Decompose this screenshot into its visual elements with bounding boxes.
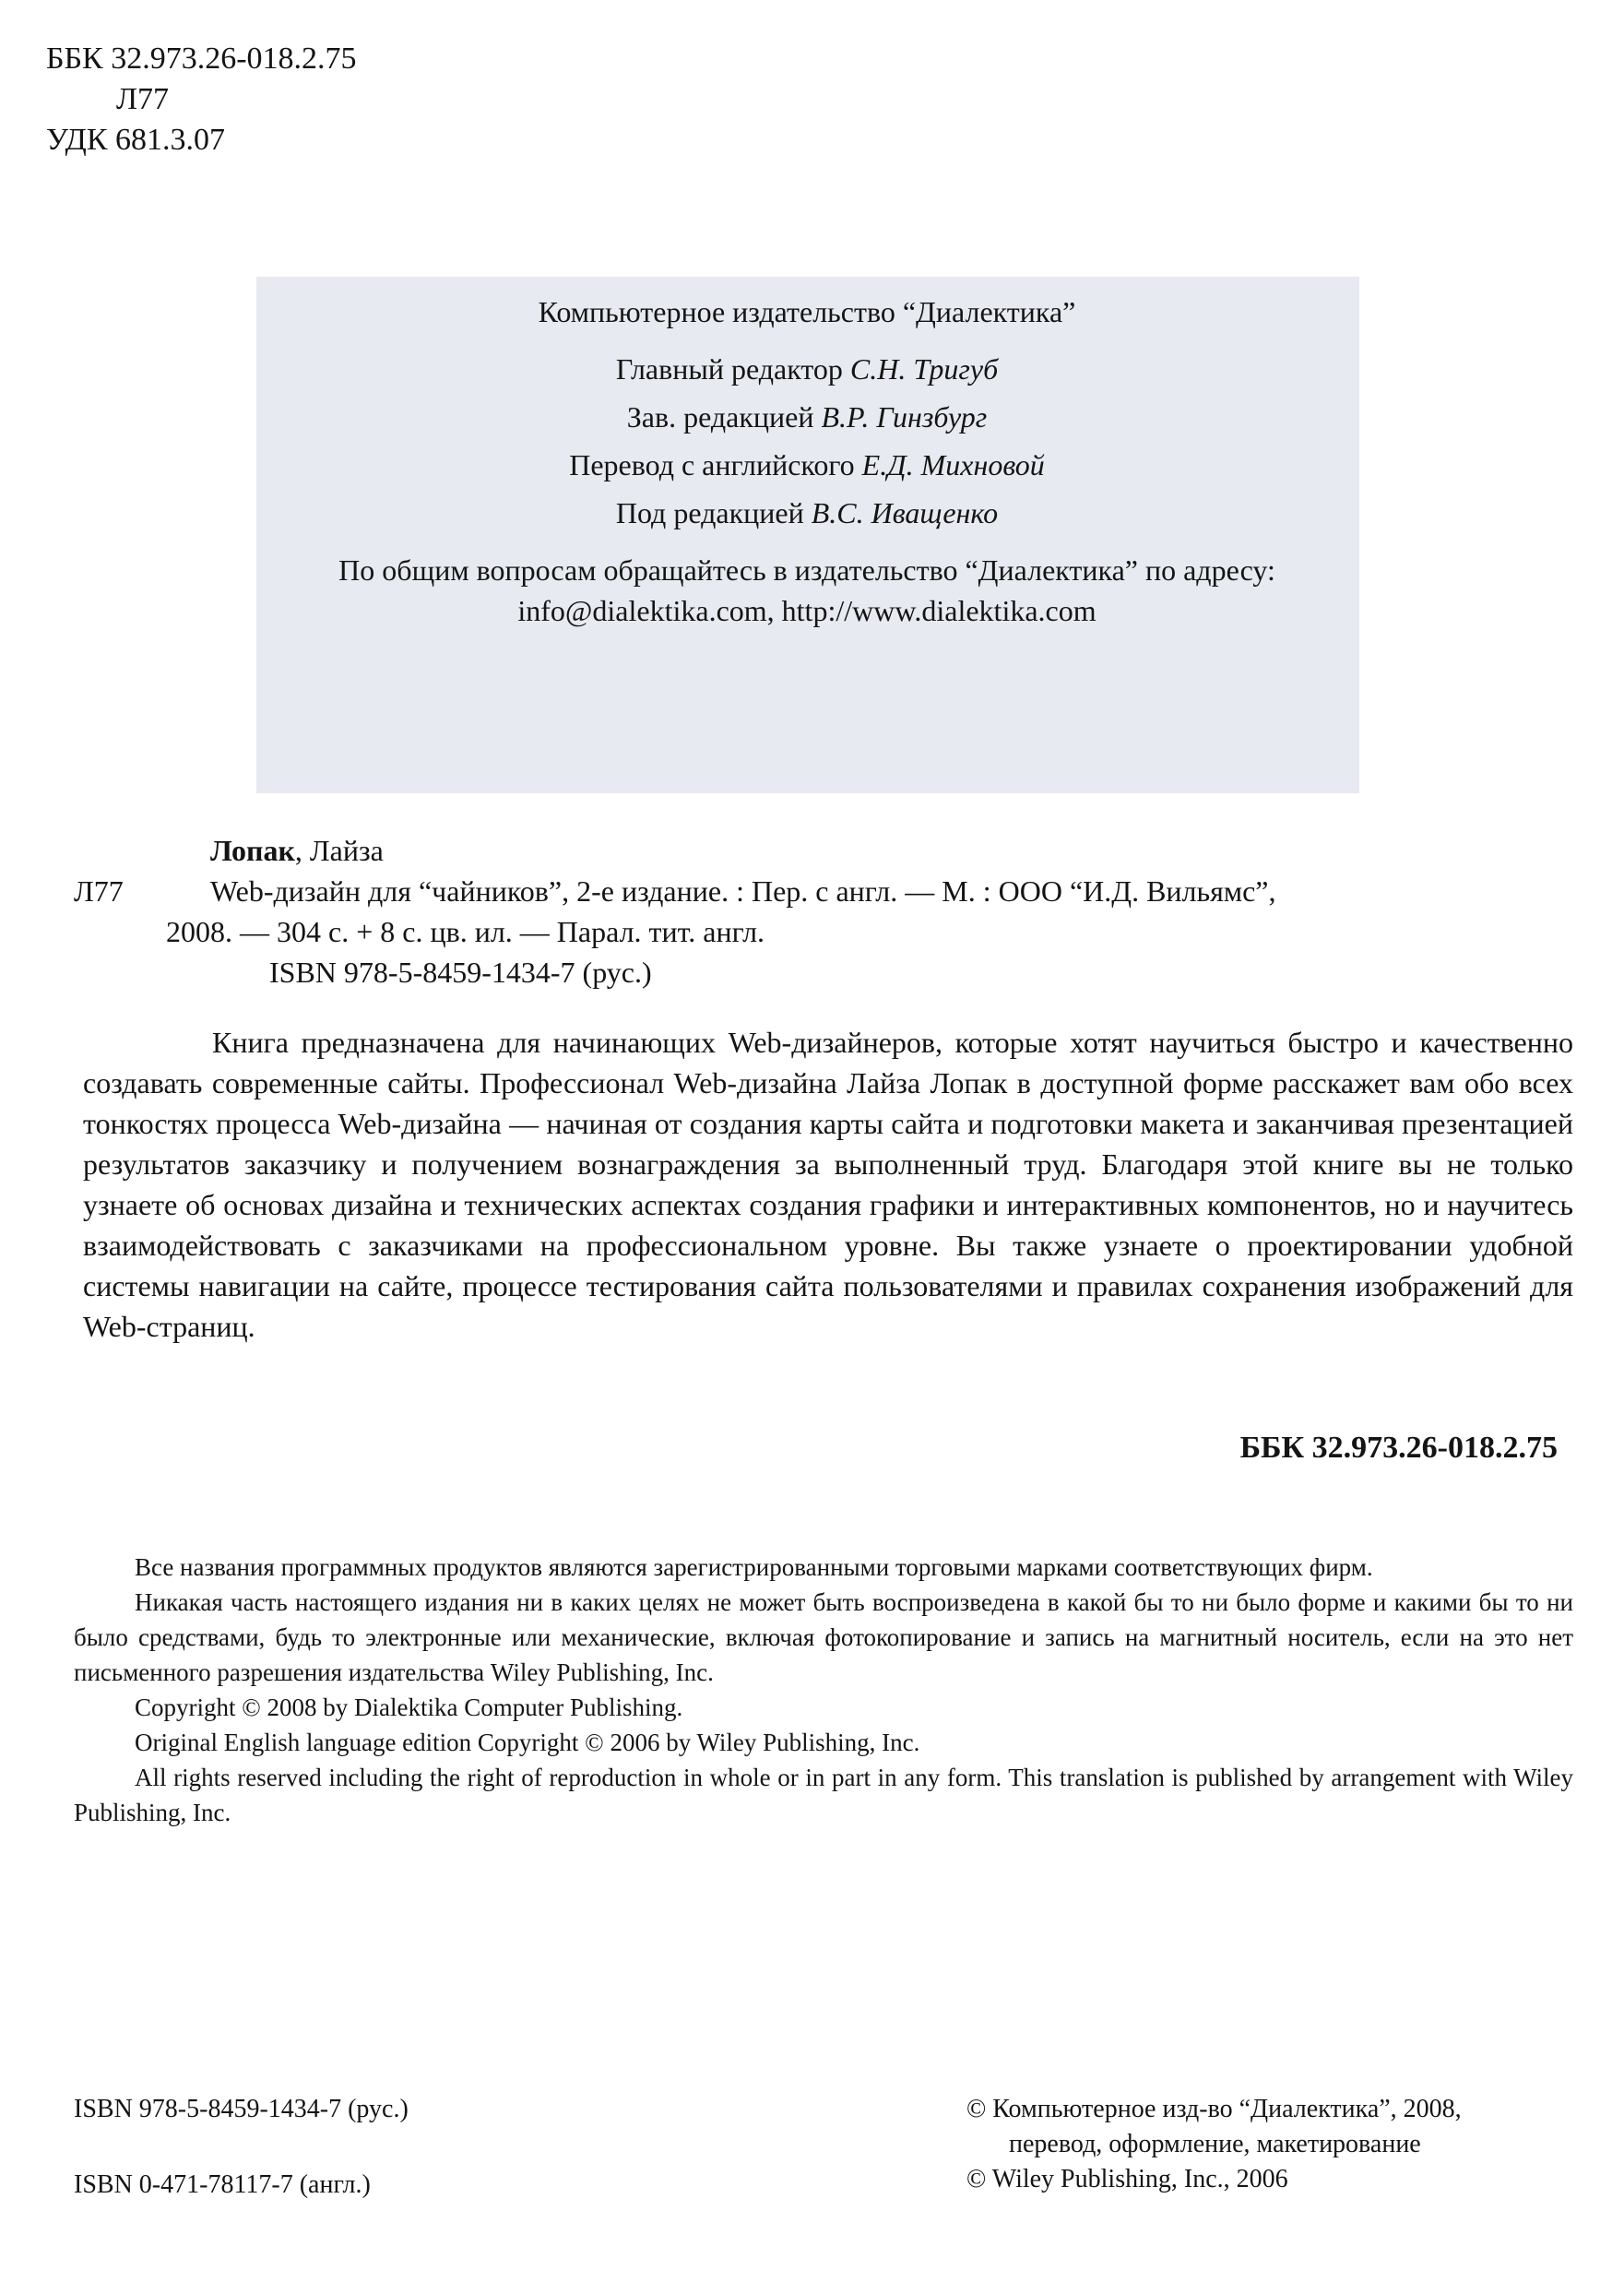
copyright-russian: Copyright © 2008 by Dialektika Computer Publishing.: [135, 1694, 683, 1721]
catalog-description-line-2: 2008. — 304 с. + 8 с. цв. ил. — Парал. тит. англ.: [166, 915, 765, 948]
chief-editor-line: [221, 349, 1393, 389]
trademarks-notice: Все названия программных продуктов являются зарегистрированными торговыми марками соответствующих фирм.: [135, 1553, 1373, 1581]
editor-line: [221, 493, 1393, 533]
imprint-block: [221, 291, 1393, 631]
catalog-description-line-1: Web-дизайн для “чайников”, 2-е издание. : Пер. с англ. — М. : ООО “И.Д. Вильямс”,: [210, 874, 1276, 908]
catalog-description-row: [74, 871, 1573, 911]
reproduction-notice: Никакая часть настоящего издания ни в каких целях не может быть воспроизведена в какой бы то ни было форме и какими бы то ни было средствами, будь то электронные или механические, включая фотокопирование и запись на магнитный носитель, если на это нет письменного разрешения издательства Wiley Publishing, Inc.: [74, 1588, 1573, 1686]
copyright-original: Original English language edition Copyright © 2006 by Wiley Publishing, Inc.: [135, 1729, 920, 1756]
head-editor-line: [221, 397, 1393, 437]
catalog-author: [74, 830, 1573, 871]
rights-notice: All rights reserved including the right of reproduction in whole or in part in any form. This translation is published by arrangement with Wiley Publishing, Inc.: [74, 1764, 1573, 1826]
chief-editor-name: С.Н. Тригуб: [849, 352, 999, 386]
legal-notice: [74, 1550, 1573, 1830]
chief-editor-label: Главный редактор: [615, 352, 843, 386]
contact-line-2: info@dialektika.com, http://www.dialektika.com: [517, 594, 1096, 627]
udk-code: УДК 681.3.07: [46, 123, 226, 157]
editor-name: В.С. Иващенко: [811, 496, 999, 529]
author-surname: Лопак: [210, 834, 295, 867]
isbn-russian: ISBN 978-5-8459-1434-7 (рус.): [74, 2095, 409, 2123]
translator-line: [221, 445, 1393, 485]
copyright-footer-line-1: © Компьютерное изд-во “Диалектика”, 2008,: [966, 2095, 1462, 2123]
isbn-english: ISBN 0-471-78117-7 (англ.): [74, 2170, 371, 2199]
author-given-name: , Лайза: [294, 834, 384, 867]
copyright-footer: [966, 2092, 1462, 2197]
editor-label: Под редакцией: [615, 496, 804, 529]
author-code: Л77: [116, 82, 170, 116]
copyright-footer-line-2: перевод, оформление, макетирование: [1009, 2130, 1421, 2158]
contact-line-1: По общим вопросам обращайтесь в издательство “Диалектика” по адресу:: [338, 553, 1275, 587]
bbk-code: ББК 32.973.26-018.2.75: [46, 42, 357, 76]
catalog-card: [74, 830, 1573, 992]
annotation-text: Книга предназначена для начинающих Web-дизайнеров, которые хотят научиться быстро и качественно создавать современные сайты. Профессионал Web-дизайна Лайза Лопак в доступной форме расскажет вам обо всех тонкостях процесса Web-дизайна — начиная от создания карты сайта и подготовки макета и заканчивая презентацией результатов заказчику и получением вознаграждения за выполненный труд. Благодаря этой книге вы не только узнаете об основах дизайна и технических аспектах создания графики и интерактивных компонентов, но и научитесь взаимодействовать с заказчиками на профессиональном уровне. Вы также узнаете о проектировании удобной системы навигации на сайте, процессе тестирования сайта пользователями и правилах сохранения изображений для Web-страниц.: [83, 1026, 1573, 1343]
annotation: [83, 1022, 1573, 1347]
catalog-isbn: ISBN 978-5-8459-1434-7 (рус.): [269, 956, 652, 989]
translator-name: Е.Д. Михновой: [861, 448, 1045, 481]
copyright-footer-line-3: © Wiley Publishing, Inc., 2006: [966, 2165, 1288, 2193]
head-editor-label: Зав. редакцией: [626, 400, 814, 434]
publisher-name: Компьютерное издательство “Диалектика”: [538, 295, 1076, 328]
classification-codes: [46, 39, 357, 160]
translator-label: Перевод с английского: [569, 448, 855, 481]
head-editor-name: В.Р. Гинзбург: [821, 400, 988, 434]
isbn-footer: [74, 2092, 409, 2243]
bbk-code-bottom: ББК 32.973.26-018.2.75: [1239, 1431, 1558, 1465]
catalog-code: Л77: [74, 874, 124, 908]
